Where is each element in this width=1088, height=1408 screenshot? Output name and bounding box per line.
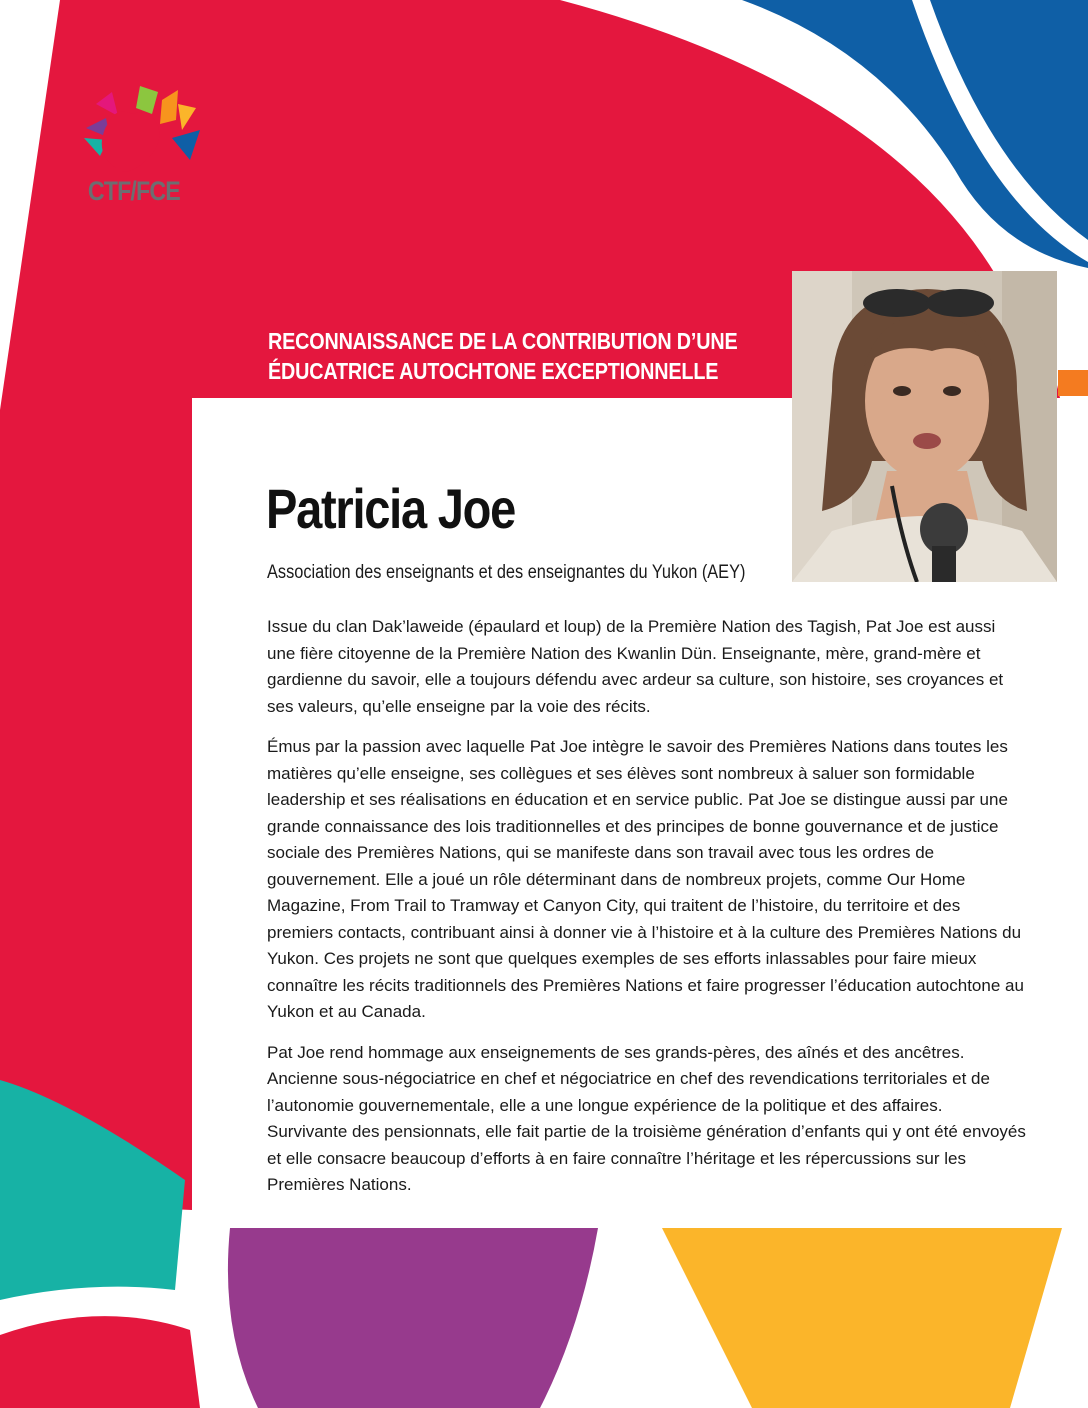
- heading-line-2: ÉDUCATRICE AUTOCHTONE EXCEPTIONNELLE: [268, 358, 719, 384]
- logo-leaf-blue: [172, 130, 200, 160]
- paragraph-2: Émus par la passion avec laquelle Pat Joe intègre le savoir des Premières Nations dans toutes les matières qu’elle enseigne, ses collègues et ses élèves sont nombreux à saluer son formidable leadership et ses réalisations en éducation et en service public. Pat Joe se distingue aussi par une grande connaissance des lois traditionnelles et des principes de bonne gouvernance et de justice sociale des Premières Nations, qui se manifeste dans son travail avec tous les ordres de gouvernement. Elle a joué un rôle déterminant dans de nombreux projets, comme Our Home Magazine, From Trail to Tramway et Canyon City, qui traitent de l’histoire, du territoire et des premiers contacts, contribuant ainsi à donner vie à l’histoire et à la culture des Premières Nations du Yukon. Ces projets ne sont que quelques exemples de ses efforts inlassables pour faire mieux connaître les récits traditionnels des Premières Nations et faire progresser l’éducation autochtone au Yukon et au Canada.: [267, 737, 1024, 1021]
- logo-heart: [102, 112, 160, 178]
- body-text: [267, 614, 1027, 1213]
- logo-leaf-pink: [96, 92, 118, 116]
- logo-leaf-green: [136, 86, 158, 114]
- orange-tab: [1058, 370, 1088, 396]
- logo-leaf-yellow: [178, 104, 196, 130]
- portrait-photo: [792, 271, 1057, 582]
- paragraph-3: Pat Joe rend hommage aux enseignements de ses grands-pères, des aînés et des ancêtres. Ancienne sous-négociatrice en chef et négociatrice en chef des revendications territoriales et de l’autonomie gouvernementale, elle a une longue expérience de la politique et des affaires. Survivante des pensionnats, elle fait partie de la troisième génération d’enfants qui y ont été envoyés et elle consacre beaucoup d’efforts à en faire connaître l’héritage et les répercussions sur les Premières Nations.: [267, 1042, 1026, 1194]
- logo-leaf-red-top: [134, 70, 152, 86]
- heading-line-1: RECONNAISSANCE DE LA CONTRIBUTION D’UNE: [268, 328, 738, 354]
- logo-text: CTF/FCE: [87, 176, 180, 206]
- person-name: Patricia Joe: [266, 477, 515, 540]
- association-name: Association des enseignants et des enseignantes du Yukon (AEY): [267, 562, 746, 583]
- logo-leaf-orange: [160, 90, 178, 124]
- page-heading: [268, 326, 750, 386]
- yellow-shape: [662, 1228, 1062, 1408]
- paragraph-1: Issue du clan Dak’laweide (épaulard et loup) de la Première Nation des Tagish, Pat Joe est aussi une fière citoyenne de la Première Nation des Kwanlin Dün. Enseignante, mère, grand-mère et gardienne du savoir, elle a toujours défendu avec ardeur sa culture, son histoire, ses croyances et ses valeurs, qu’elle enseigne par la voie des récits.: [267, 617, 1004, 716]
- purple-shape: [228, 1228, 598, 1408]
- red-bottom-left: [0, 1316, 200, 1408]
